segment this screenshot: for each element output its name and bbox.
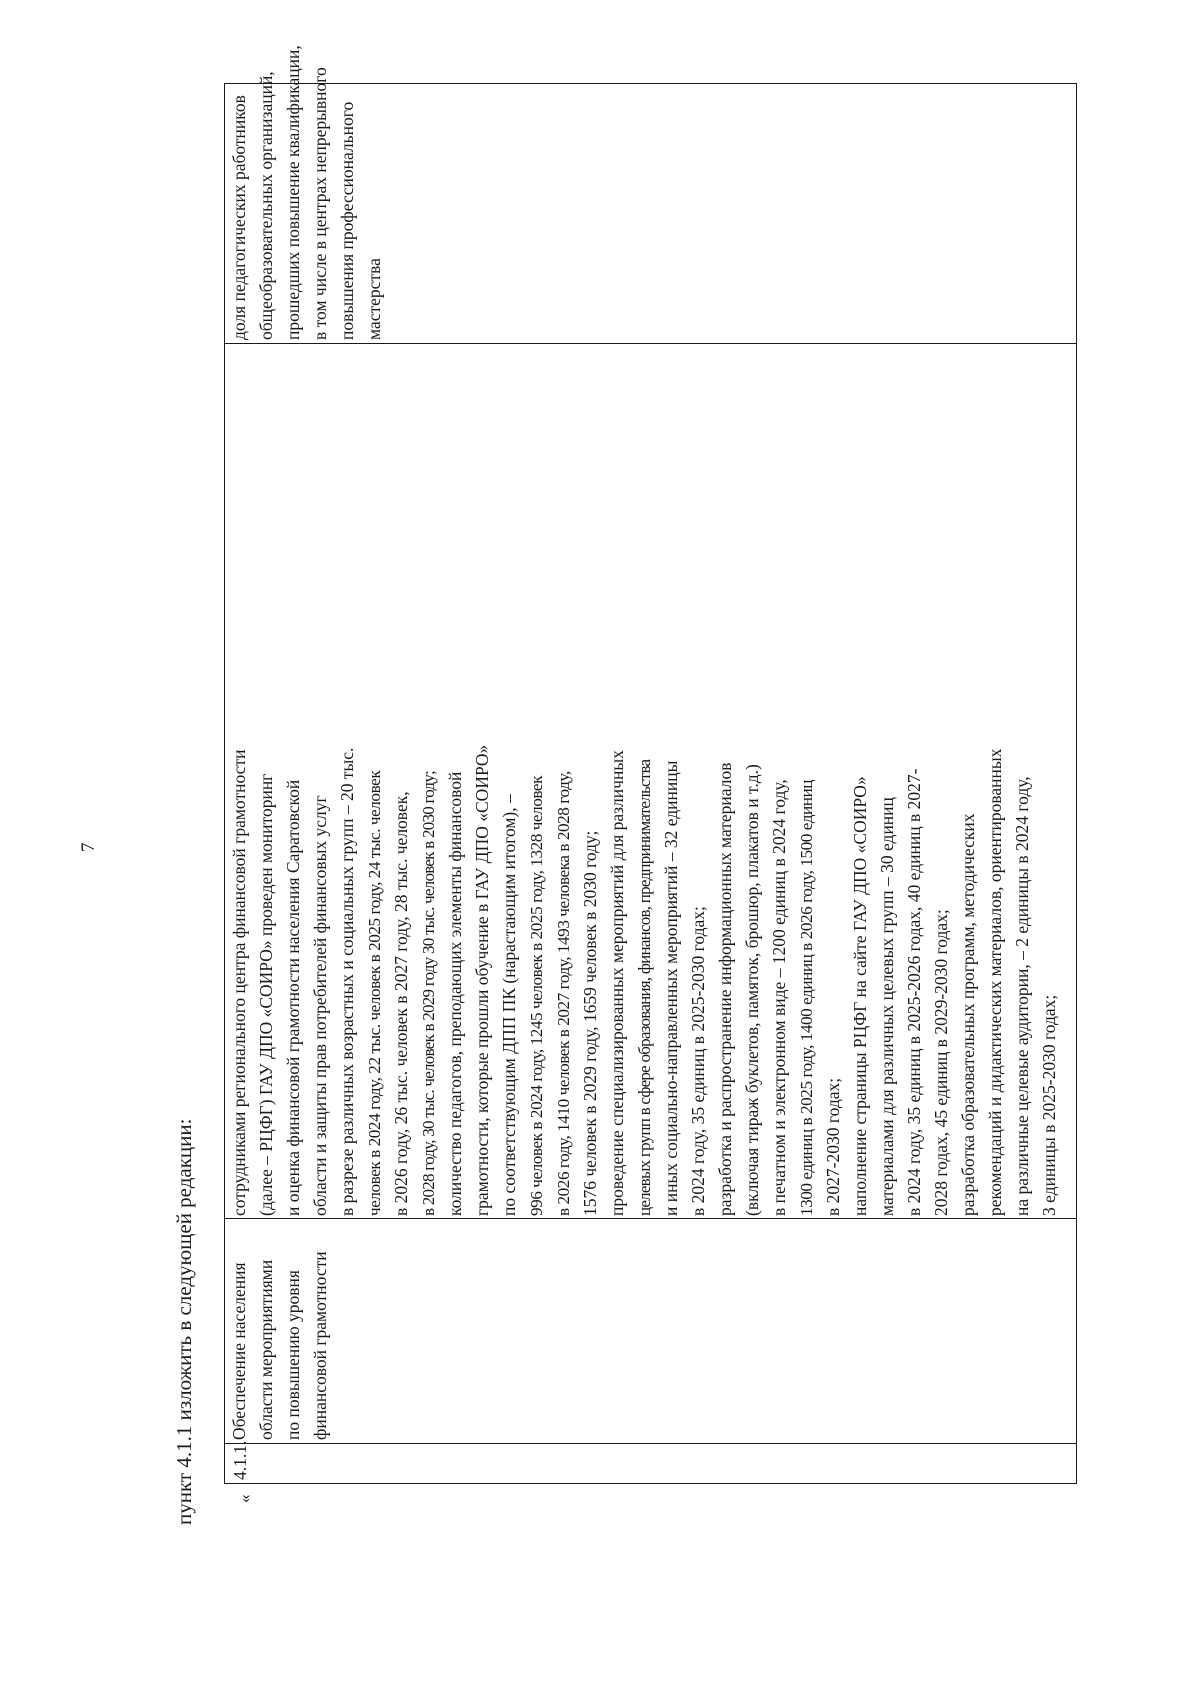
open-quote: « <box>235 1494 254 1503</box>
measure-description-line: в 2027-2030 годах; <box>823 1077 843 1216</box>
page-number: 7 <box>78 842 99 852</box>
measure-description-line: человек в 2024 году, 22 тыс. человек в 2025 году, 24 тыс. человек <box>365 770 384 1216</box>
measure-description-line: 996 человек в 2024 году, 1245 человек в 2025 году, 1328 человек <box>527 775 546 1216</box>
measure-name-line: по повышению уровня <box>283 1270 303 1440</box>
measure-description-line: на различные целевые аудитории, – 2 единицы в 2024 году, <box>1012 776 1032 1216</box>
measure-description-line: по соответствующим ДПП ПК (нарастающим итогом), – <box>499 794 519 1216</box>
measure-description-line: (далее – РЦФГ) ГАУ ДПО «СОИРО» проведен мониторинг <box>256 773 276 1216</box>
measure-description-line: в 2028 году, 30 тыс. человек в 2029 году 30 тыс. человек в 2030 году; <box>419 771 438 1216</box>
measure-description-line: и иных социально-направленных мероприятий – 32 единицы <box>661 760 681 1216</box>
measure-description-line: проведение специализированных мероприятий для различных <box>607 750 627 1216</box>
measure-description-line: наполнение страницы РЦФГ на сайте ГАУ ДПО «СОИРО» <box>850 776 870 1216</box>
measure-description-line: сотрудниками регионального центра финансовой грамотности <box>229 749 249 1216</box>
indicator-line: повышения профессионального <box>337 101 357 340</box>
row-number: 4.1.1. <box>230 1440 250 1480</box>
cell-indicator <box>225 45 1076 343</box>
measure-description-line: 3 единицы в 2025-2030 годах; <box>1039 994 1059 1216</box>
measure-description-line: в печатном и электронном виде – 1200 единиц в 2024 году, <box>769 779 789 1216</box>
measure-description-line: и оценка финансовой грамотности населения Саратовской <box>283 779 303 1216</box>
indicator-line: прошедших повышение квалификации, <box>283 45 303 340</box>
measure-description-line: разработка образовательных программ, методических <box>958 813 978 1216</box>
measure-name-line: области мероприятиями <box>256 1259 276 1440</box>
measure-description-line: в разрезе различных возрастных и социальных групп – 20 тыс. <box>337 747 357 1216</box>
cell-row-number <box>225 1440 1076 1483</box>
measure-description-line: в 2026 году, 26 тыс. человек в 2027 году, 28 тыс. человек, <box>391 791 411 1216</box>
measure-description-line: грамотности, которые прошли обучение в ГАУ ДПО «СОИРО» <box>472 744 492 1216</box>
measure-description-line: рекомендаций и дидактических материалов, ориентированных <box>985 748 1005 1216</box>
cell-measure-description <box>225 343 1076 1218</box>
measure-description-line: в 2024 году, 35 единиц в 2025-2026 годах, 40 единиц в 2027- <box>904 768 924 1216</box>
measure-name-line: Обеспечение населения <box>229 1262 249 1440</box>
measure-description-line: 2028 годах, 45 единиц в 2029-2030 годах; <box>931 909 951 1216</box>
intro-sentence: пункт 4.1.1 изложить в следующей редакции: <box>172 1118 196 1525</box>
measures-table <box>224 45 1077 1484</box>
measure-description-line: разработка и распространение информационных материалов <box>715 762 735 1216</box>
indicator-line: мастерства <box>364 258 384 340</box>
indicator-line: общеобразовательных организаций, <box>256 71 276 340</box>
measure-name-line: финансовой грамотности <box>310 1251 330 1440</box>
measure-description-line: 1300 единиц в 2025 году, 1400 единиц в 2026 году, 1500 единиц <box>797 779 816 1216</box>
measure-description-line: области и защиты прав потребителей финансовых услуг <box>310 795 330 1216</box>
measure-description-line: 1576 человек в 2029 году, 1659 человек в 2030 году; <box>580 830 600 1216</box>
indicator-line: доля педагогических работников <box>229 95 249 340</box>
measure-description-line: в 2026 году, 1410 человек в 2027 году, 1493 человека в 2028 году, <box>554 771 573 1216</box>
indicator-line: в том числе в центрах непрерывного <box>310 67 330 340</box>
measure-description-line: в 2024 году, 35 единиц в 2025-2030 годах; <box>688 906 708 1216</box>
measure-description-line: количество педагогов, преподающих элементы финансовой <box>445 771 465 1216</box>
cell-measure-name <box>225 1218 1076 1443</box>
measure-description-line: материалами для различных целевых групп – 30 единиц <box>877 797 897 1216</box>
measure-description-line: (включая тираж буклетов, памяток, брошюр, плакатов и т.д.) <box>742 764 762 1216</box>
measure-description-line: целевых групп в сфере образования, финансов, предпринимательства <box>635 759 654 1216</box>
